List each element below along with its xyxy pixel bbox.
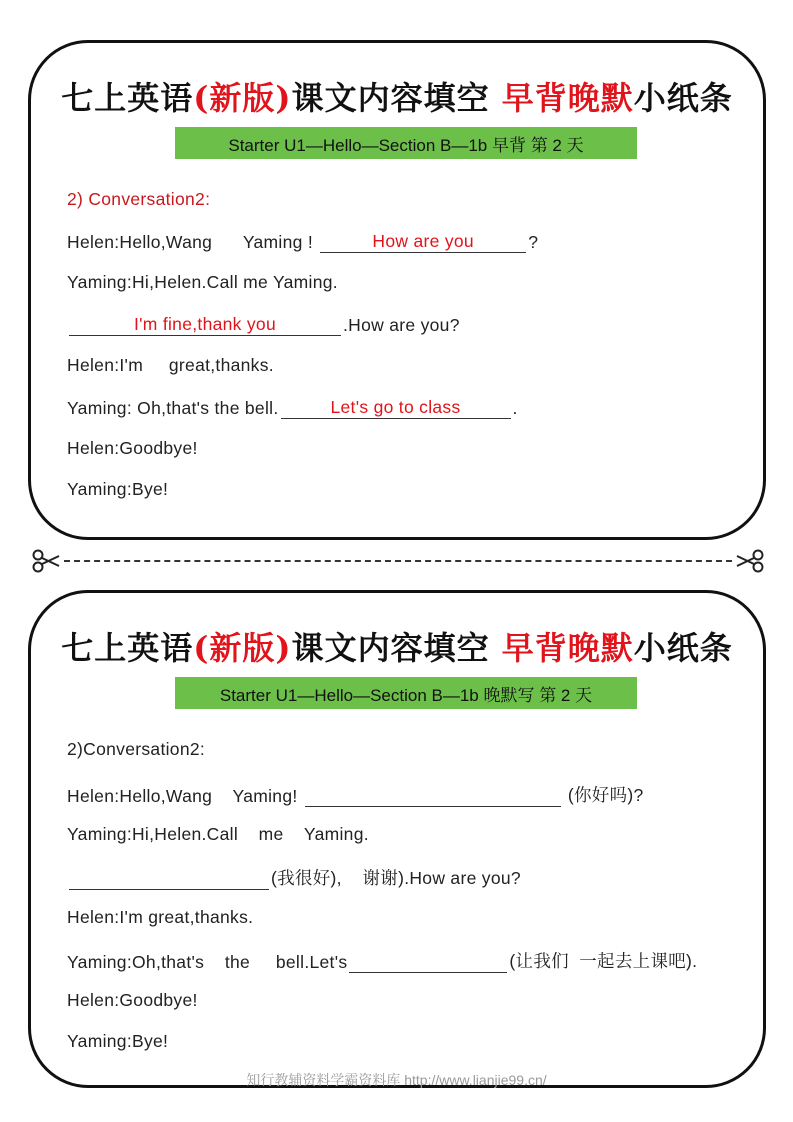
dialogue-text: Helen:Hello,Wang Yaming ! — [67, 232, 319, 252]
dialogue-text: (让我们 一起去上课吧). — [509, 951, 698, 971]
dialogue-line — [67, 990, 198, 1011]
banner-text: Starter U1—Hello—Section B—1b 晚默写 第 2 天 — [219, 685, 593, 705]
dialogue-text: Yaming: Oh,that's the bell. — [67, 398, 279, 418]
dialogue-text: Yaming:Hi,Helen.Call me Yaming. — [67, 271, 338, 292]
dialogue-line — [67, 1031, 168, 1052]
title-part: 小纸条 — [633, 629, 733, 667]
dialogue-text: Helen:I'm great,thanks. — [67, 906, 254, 927]
cut-line — [32, 548, 764, 574]
dialogue-text: ? — [528, 232, 539, 252]
card-title — [31, 623, 763, 669]
answer-blank: I'm fine,thank you — [69, 313, 341, 336]
dialogue-line — [67, 313, 460, 336]
answer-blank: Let's go to class — [281, 396, 511, 419]
title-part: 七上英语 — [61, 629, 194, 667]
lesson-banner — [175, 127, 637, 159]
dialogue-line — [67, 230, 538, 253]
dialogue-line — [67, 272, 338, 293]
dialogue-line — [67, 948, 697, 973]
title-part: 七上英语 — [61, 79, 194, 117]
dialogue-text: Yaming:Bye! — [67, 1031, 169, 1051]
dialogue-line — [67, 782, 644, 807]
card-title — [31, 73, 763, 119]
section-heading: 2) Conversation2: — [67, 189, 211, 209]
title-part: 小纸条 — [633, 79, 733, 117]
dialogue-line — [67, 438, 198, 459]
dialogue-line — [67, 824, 369, 845]
dialogue-text: Helen:Hello,Wang Yaming! — [67, 786, 303, 806]
dialogue-line — [67, 907, 253, 928]
dialogue-text: Helen:Goodbye! — [67, 437, 198, 458]
dialogue-line — [67, 355, 274, 376]
title-part: (新版) — [193, 629, 292, 667]
lesson-banner — [175, 677, 637, 709]
title-part: 课文内容填空 — [291, 79, 490, 117]
fill-in-blank[interactable] — [305, 784, 561, 807]
dialogue-text: Yaming:Hi,Helen.Call me Yaming. — [67, 823, 369, 844]
title-part: 早背晚默 — [489, 79, 634, 117]
evening-dictation-card — [28, 590, 766, 1088]
fill-in-blank[interactable] — [69, 867, 269, 890]
dialogue-line — [67, 865, 521, 890]
banner-text: Starter U1—Hello—Section B—1b 早背 第 2 天 — [228, 135, 584, 155]
dialogue-text: Yaming:Oh,that's the bell.Let's — [67, 952, 348, 972]
dashed-divider — [64, 560, 732, 562]
dialogue-line — [67, 479, 168, 500]
dialogue-text: Helen:I'm great,thanks. — [67, 354, 274, 375]
watermark: 知行教辅资料学霸资料库 http://www.lianjie99.cn/ — [246, 1072, 547, 1088]
dialogue-text: . — [512, 398, 518, 418]
dialogue-text: (我很好), 谢谢).How are you? — [271, 868, 521, 888]
scissors-icon — [32, 548, 60, 574]
dialogue-line — [67, 396, 518, 419]
title-part: (新版) — [193, 79, 292, 117]
morning-recite-card — [28, 40, 766, 540]
title-part: 课文内容填空 — [291, 629, 490, 667]
scissors-icon — [736, 548, 764, 574]
dialogue-text: (你好吗)? — [562, 785, 644, 805]
answer-blank: How are you — [320, 230, 526, 253]
title-part: 早背晚默 — [489, 629, 634, 667]
dialogue-text: Helen:Goodbye! — [67, 989, 198, 1010]
section-heading: 2)Conversation2: — [67, 739, 206, 759]
dialogue-text: .How are you? — [343, 315, 460, 335]
fill-in-blank[interactable] — [349, 950, 507, 973]
dialogue-text: Yaming:Bye! — [67, 479, 169, 499]
